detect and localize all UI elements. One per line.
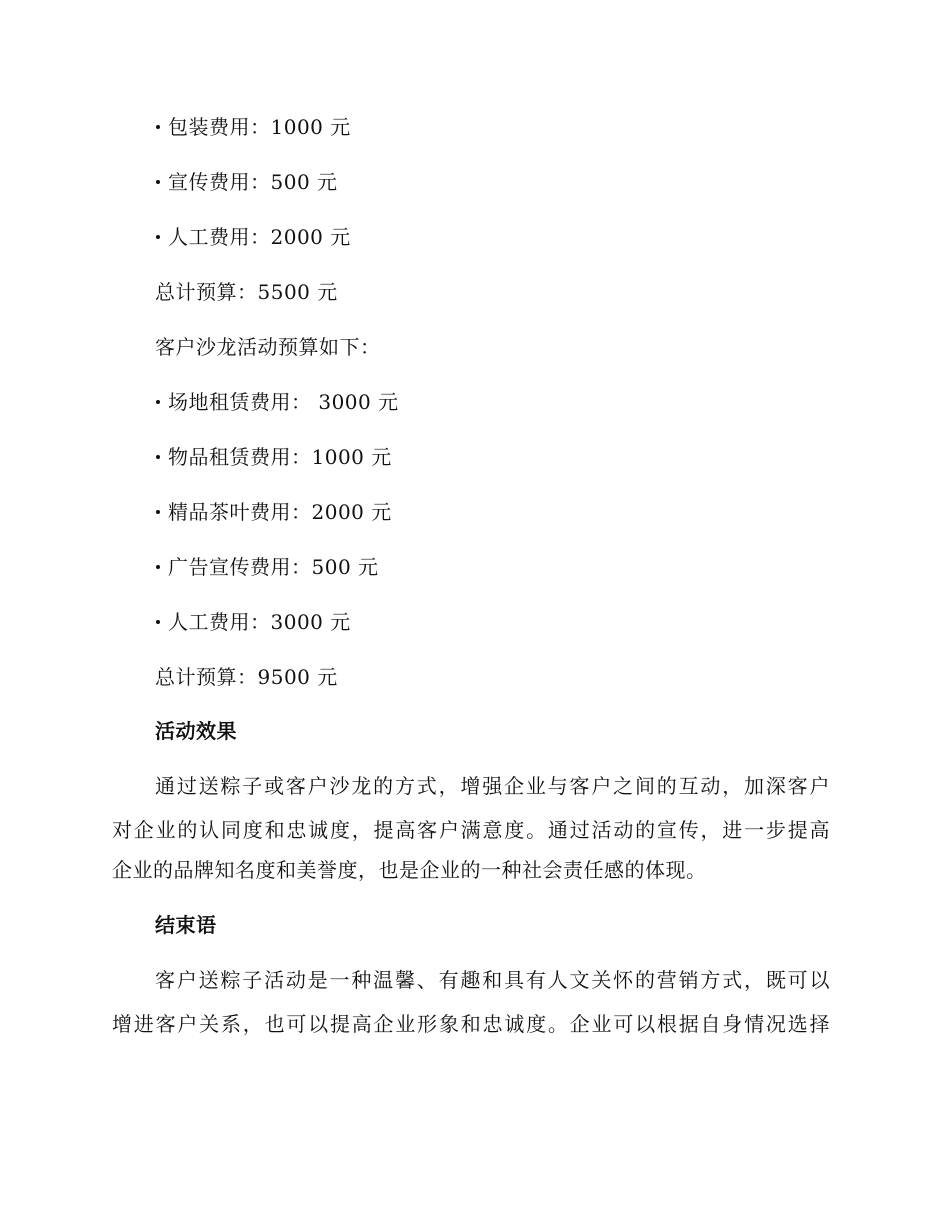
list-item-text: 物品租赁费用：1000 元 [168,445,392,469]
bullet-icon [156,620,160,624]
list-item-text: 人工费用：3000 元 [168,610,351,634]
paragraph-line: 客户送粽子活动是一种温馨、有趣和具有人文关怀的营销方式，既可以 [155,968,830,992]
list-item-text: 广告宣传费用：500 元 [168,555,379,579]
bullet-icon [156,565,160,569]
list-item [155,388,399,416]
list-item [155,113,351,141]
paragraph-line: 通过送粽子或客户沙龙的方式，增强企业与客户之间的互动，加深客户 [155,774,830,798]
list-item-text: 宣传费用：500 元 [168,170,338,194]
list-item [155,498,392,526]
bullet-icon [156,180,160,184]
total-budget-line: 总计预算：5500 元 [155,280,338,304]
list-item [155,443,392,471]
list-item [155,168,338,196]
list-item [155,223,351,251]
paragraph-line: 对企业的认同度和忠诚度，提高客户满意度。通过活动的宣传，进一步提高 [112,818,830,842]
bullet-icon [156,125,160,129]
list-item-text: 包装费用：1000 元 [168,115,351,139]
bullet-icon [156,400,160,404]
list-item [155,608,351,636]
salon-budget-intro: 客户沙龙活动预算如下： [155,335,381,359]
bullet-icon [156,235,160,239]
section-heading-conclusion: 结束语 [155,913,217,937]
paragraph-line: 企业的品牌知名度和美誉度，也是企业的一种社会责任感的体现。 [112,858,707,882]
bullet-icon [156,510,160,514]
bullet-icon [156,455,160,459]
section-heading-effect: 活动效果 [155,719,237,743]
paragraph-line: 增进客户关系，也可以提高企业形象和忠诚度。企业可以根据自身情况选择 [112,1012,830,1036]
list-item [155,553,379,581]
list-item-text: 人工费用：2000 元 [168,225,351,249]
list-item-text: 场地租赁费用： 3000 元 [168,390,399,414]
total-budget-line: 总计预算：9500 元 [155,665,338,689]
list-item-text: 精品茶叶费用：2000 元 [168,500,392,524]
